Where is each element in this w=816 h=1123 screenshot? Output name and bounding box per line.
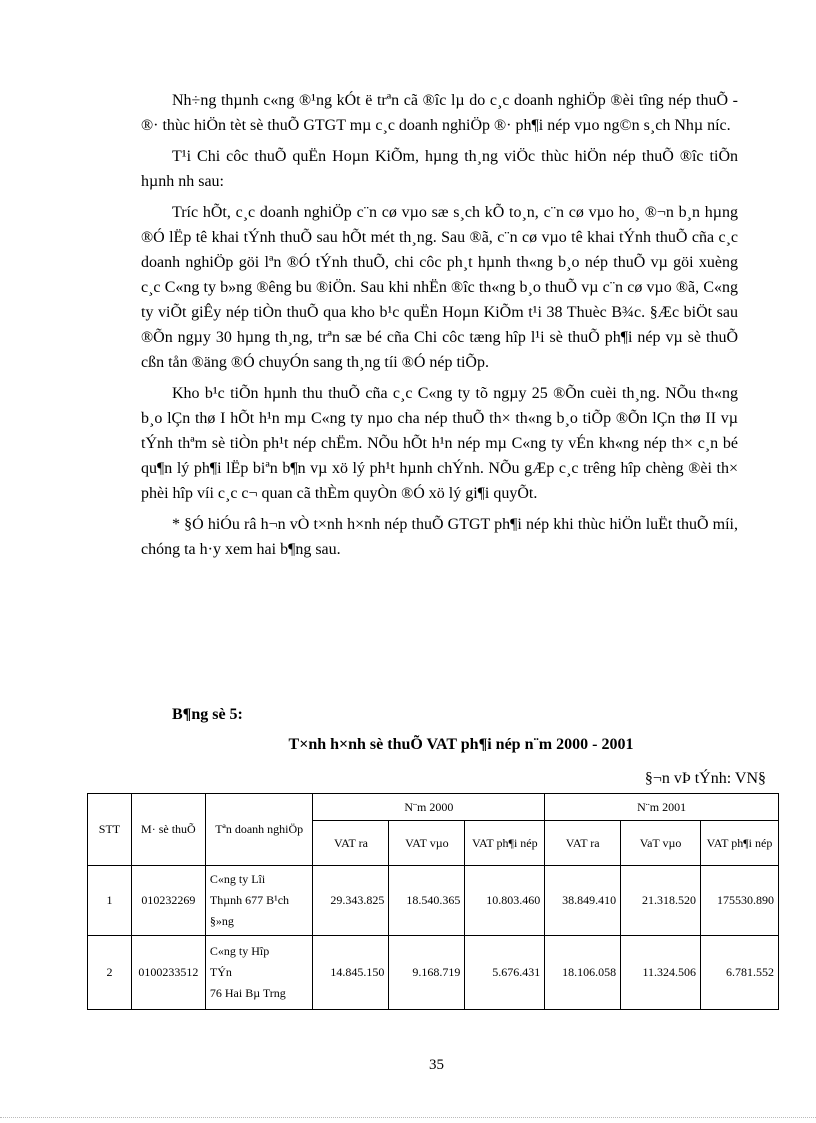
cell-vat-payable-2001: 6.781.552 (701, 936, 779, 1010)
header-year-2001: N¨m 2001 (545, 794, 779, 821)
cell-vat-out-2000: 29.343.825 (313, 866, 389, 936)
header-vat-out-2000: VAT ra (313, 821, 389, 866)
table-row (88, 866, 779, 936)
cell-vat-in-2000: 18.540.365 (389, 866, 465, 936)
cell-tax-code: 0100233512 (131, 936, 205, 1010)
cell-company (205, 936, 313, 1010)
cell-vat-out-2000: 14.845.150 (313, 936, 389, 1010)
company-line: C«ng ty Hîp (209, 944, 270, 958)
header-year-2000: N¨m 2000 (313, 794, 545, 821)
header-stt: STT (88, 794, 132, 866)
vat-table (87, 793, 779, 1010)
header-vat-in-2000: VAT vµo (389, 821, 465, 866)
cell-vat-in-2001: 11.324.506 (621, 936, 701, 1010)
paragraph-1: Nh÷ng thµnh c«ng ®¹ng kÓt ë trªn cã ®îc lµ do c¸c doanh nghiÖp ®èi tîng nép thuÕ - ®· thùc hiÖn tèt sè thuÕ GTGT mµ c¸c doanh nghiÖp ®· ph¶i nép vµo ng©n s¸ch Nhµ níc. (141, 92, 738, 134)
cell-vat-out-2001: 18.106.058 (545, 936, 621, 1010)
table-heading: B¶ng sè 5: (172, 706, 243, 723)
table-row (88, 936, 779, 1010)
company-line: Thµnh 677 B¹ch (209, 893, 290, 907)
header-row-1 (88, 794, 779, 821)
paragraph-3: Tríc hÕt, c¸c doanh nghiÖp c¨n cø vµo sæ s¸ch kÕ to¸n, c¨n cø vµo ho¸ ®¬n b¸n hµng ®Ó lËp tê khai tÝnh thuÕ sau hÕt mét th¸ng. Sau ®ã, c¨n cø vµo tê khai tÝnh thuÕ cña c¸c doanh nghiÖp göi lªn ®Ó tÝnh thuÕ, chi côc ph¸t hµnh th«ng b¸o nép thuÕ vµ göi xuèng c¸c C«ng ty b»ng ®êng bu ®iÖn. Sau khi nhËn ®îc th«ng b¸o thuÕ vµ c¨n cø vµo ®ã, C«ng ty viÕt giÊy nép tiÒn thuÕ qua kho b¹c quËn Hoµn KiÕm t¹i 38 Thuèc B¾c. §Æc biÖt sau ®Õn ngµy 30 hµng th¸ng, trªn sæ bé cña Chi côc tæng hîp l¹i sè thuÕ ph¶i nép vµ sè thuÕ cßn tån ®äng ®Ó chuyÓn sang th¸ng tíi ®Ó nép tiÕp. (141, 204, 738, 371)
cell-tax-code: 010232269 (131, 866, 205, 936)
unit-label: §¬n vÞ tÝnh: VN§ (644, 770, 766, 787)
header-vat-in-2001: VaT vµo (621, 821, 701, 866)
cell-vat-in-2000: 9.168.719 (389, 936, 465, 1010)
company-line: C«ng ty Lîi (209, 872, 266, 886)
footer-divider (0, 1117, 816, 1118)
company-line: TÝn (209, 965, 232, 979)
cell-vat-in-2001: 21.318.520 (621, 866, 701, 936)
header-company: Tªn doanh nghiÖp (205, 794, 313, 866)
paragraph-4: Kho b¹c tiÕn hµnh thu thuÕ cña c¸c C«ng ty tõ ngµy 25 ®Õn cuèi th¸ng. NÕu th«ng b¸o lÇn thø I hÕt h¹n mµ C«ng ty nµo cha nép thuÕ th× th«ng b¸o tiÕp ®Õn lÇn thø II vµ tÝnh thªm sè tiÒn ph¹t nép chËm. NÕu hÕt h¹n nép mµ C«ng ty vÉn kh«ng nép th× c¸n bé qu¶n lý ph¶i lËp biªn b¶n vµ xö lý ph¹t hµnh chÝnh. NÕu gÆp c¸c trêng hîp chèng ®èi th× phèi hîp víi c¸c c¬ quan cã thÈm quyÒn ®Ó xö lý gi¶i quyÕt. (141, 385, 738, 502)
table-title: T×nh h×nh sè thuÕ VAT ph¶i nép n¨m 2000 - 2001 (288, 736, 634, 753)
cell-vat-out-2001: 38.849.410 (545, 866, 621, 936)
company-line: §»ng (209, 914, 234, 928)
cell-vat-payable-2000: 10.803.460 (465, 866, 545, 936)
body-text (141, 88, 738, 568)
paragraph-2: T¹i Chi côc thuÕ quËn Hoµn KiÕm, hµng th¸ng viÖc thùc hiÖn nép thuÕ ®îc tiÕn hµnh nh sau: (141, 148, 738, 190)
cell-stt: 1 (88, 866, 132, 936)
header-vat-payable-2001: VAT ph¶i nép (701, 821, 779, 866)
header-vat-out-2001: VAT ra (545, 821, 621, 866)
company-line: 76 Hai Bµ Trng (209, 986, 286, 1000)
paragraph-5: * §Ó hiÓu râ h¬n vÒ t×nh h×nh nép thuÕ GTGT ph¶i nép khi thùc hiÖn luËt thuÕ míi, chóng ta h·y xem hai b¶ng sau. (141, 516, 738, 558)
cell-vat-payable-2000: 5.676.431 (465, 936, 545, 1010)
header-vat-payable-2000: VAT ph¶i nép (465, 821, 545, 866)
page-number: 35 (429, 1057, 444, 1073)
cell-stt: 2 (88, 936, 132, 1010)
cell-company (205, 866, 313, 936)
header-tax-code: M· sè thuÕ (131, 794, 205, 866)
cell-vat-payable-2001: 175530.890 (701, 866, 779, 936)
